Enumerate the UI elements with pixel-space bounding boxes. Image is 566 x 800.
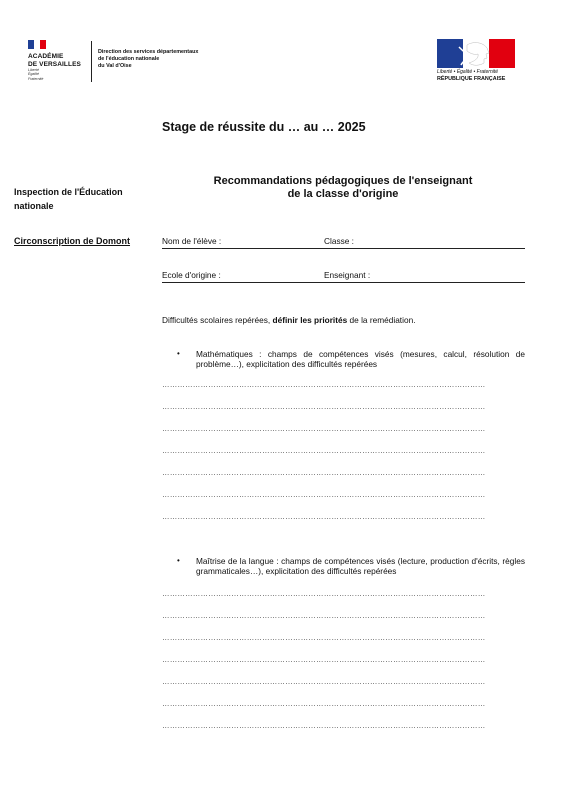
academy-flag-icon [28, 40, 46, 49]
academy-motto-liberte: Liberté [28, 68, 39, 72]
difficulties-intro [162, 315, 416, 325]
section-maths-text: Mathématiques : champs de compétences visés (mesures, calcul, résolution de problème…), explicitation des difficultés repérées [196, 349, 525, 369]
logo-divider [91, 41, 92, 82]
answer-line-maths-7[interactable]: ……………………………………………………………………………………………………………… [162, 512, 486, 521]
dsden-line1: Direction des services départementaux [98, 49, 199, 55]
academy-name [28, 53, 81, 68]
page-title: Stage de réussite du … au … 2025 [162, 120, 366, 134]
dsden-line2: de l'éducation nationale [98, 55, 160, 62]
student-info-row[interactable] [162, 236, 525, 249]
inspection-line2: nationale [14, 201, 54, 211]
academy-name-line2: DE VERSAILLES [28, 60, 81, 68]
subtitle-line1: Recommandations pédagogiques de l'enseignant [213, 175, 473, 187]
answer-line-langue-4[interactable]: ……………………………………………………………………………………………………………… [162, 655, 486, 664]
section-langue-text: Maîtrise de la langue : champs de compétences visés (lecture, production d'écrits, règles grammaticales…), explicitation des difficultés repérées [196, 556, 525, 576]
inspection-line1: Inspection de l'Éducation [14, 187, 123, 197]
answer-line-maths-3[interactable]: ……………………………………………………………………………………………………………… [162, 424, 486, 433]
answer-line-maths-5[interactable]: ……………………………………………………………………………………………………………… [162, 468, 486, 477]
circonscription-label: Circonscription de Domont [14, 236, 131, 246]
dsden-block [98, 49, 198, 69]
answer-line-maths-2[interactable]: ……………………………………………………………………………………………………………… [162, 402, 486, 411]
enseignant-label: Enseignant : [324, 270, 371, 280]
answer-line-langue-6[interactable]: ……………………………………………………………………………………………………………… [162, 699, 486, 708]
answer-line-langue-7[interactable]: ……………………………………………………………………………………………………………… [162, 721, 486, 730]
answer-line-langue-1[interactable]: ……………………………………………………………………………………………………………… [162, 589, 486, 598]
academy-name-line1: ACADÉMIE [28, 53, 64, 60]
form-subtitle [162, 175, 524, 201]
classe-label: Classe : [324, 236, 354, 246]
answer-line-maths-6[interactable]: ……………………………………………………………………………………………………………… [162, 490, 486, 499]
nom-eleve-label: Nom de l'élève : [162, 236, 222, 246]
answer-line-langue-5[interactable]: ……………………………………………………………………………………………………………… [162, 677, 486, 686]
bullet-icon: • [177, 556, 180, 565]
inspection-label [14, 185, 123, 213]
rf-motto: Liberté • Égalité • Fraternité [437, 69, 499, 75]
intro-text-after: de la remédiation. [347, 315, 416, 325]
intro-text-before: Difficultés scolaires repérées, [162, 315, 273, 325]
marianne-logo-icon [437, 39, 515, 68]
bullet-icon: • [177, 349, 180, 358]
intro-text-bold: définir les priorités [272, 315, 348, 325]
answer-line-langue-3[interactable]: ……………………………………………………………………………………………………………… [162, 633, 486, 642]
subtitle-line2: de la classe d'origine [287, 188, 399, 200]
ecole-origine-label: Ecole d'origine : [162, 270, 221, 280]
school-info-row[interactable] [162, 270, 525, 283]
answer-line-maths-1[interactable]: ……………………………………………………………………………………………………………… [162, 380, 486, 389]
academy-motto-egalite: Égalité [28, 72, 39, 77]
rf-name: RÉPUBLIQUE FRANÇAISE [437, 76, 506, 82]
answer-line-maths-4[interactable]: ……………………………………………………………………………………………………………… [162, 446, 486, 455]
academy-motto [28, 68, 43, 81]
academy-motto-fraternite: Fraternité [28, 76, 44, 81]
dsden-line3: du Val d'Oise [98, 62, 132, 69]
answer-line-langue-2[interactable]: ……………………………………………………………………………………………………………… [162, 611, 486, 620]
